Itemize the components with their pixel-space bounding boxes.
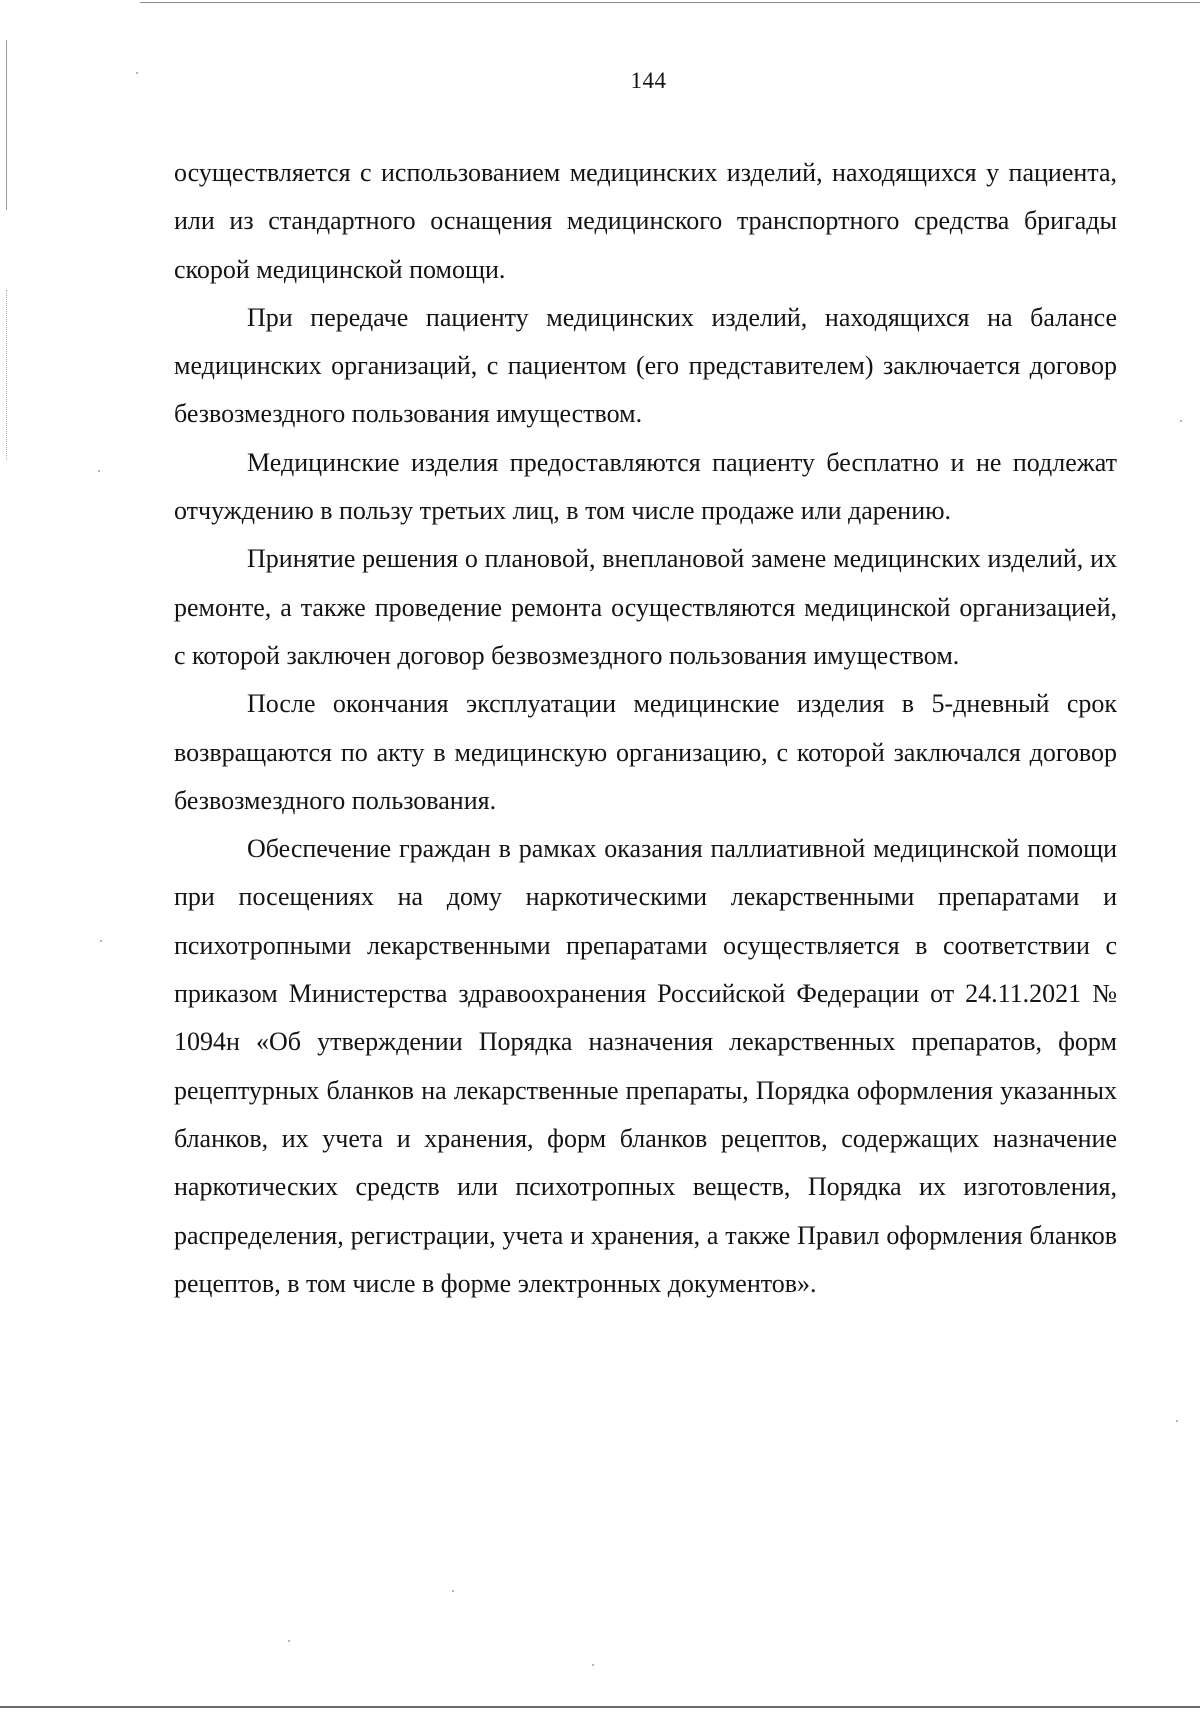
paragraph: После окончания эксплуатации медицинские изделия в 5-дневный срок возвращаются по акту в медицинскую организацию, с которой заключался договор безвозмездного пользования. [174,689,1117,815]
page-number: 144 [630,68,667,93]
paragraph: осуществляется с использованием медицинских изделий, находящихся у пациента, или из стандартного оснащения медицинского транспортного средства бригады скорой медицинской помощи. [174,158,1117,284]
scan-left-edge [6,40,7,210]
paragraph: Обеспечение граждан в рамках оказания паллиативной медицинской помощи при посещениях на дому наркотическими лекарственными препаратами и психотропными лекарственными препаратами осуществляется в соответствии с приказом Министерства здравоохранения Российской Федерации от 24.11.2021 № 1094н «Об утверждении Порядка назначения лекарственных препаратов, форм рецептурных бланков на лекарственные препараты, Порядка оформления указанных бланков, их учета и хранения, форм бланков рецептов, содержащих назначение наркотических средств или психотропных веществ, Порядка их изготовления, распределения, регистрации, учета и хранения, а также Правил оформления бланков рецептов, в том числе в форме электронных документов». [174,834,1117,1298]
paragraph: При передаче пациенту медицинских изделий, находящихся на балансе медицинских организаций, с пациентом (его представителем) заключается договор безвозмездного пользования имуществом. [174,302,1117,429]
scan-top-edge [140,2,1200,3]
body-text [174,149,1117,1308]
scan-speck [592,1664,594,1666]
paragraph: Принятие решения о плановой, внеплановой замене медицинских изделий, их ремонте, а также проведение ремонта осуществляются медицинской организацией, с которой заключен договор безвозмездного пользования имуществом. [174,544,1117,670]
scan-speck [1176,1420,1178,1422]
paragraph: Медицинские изделия предоставляются пациенту бесплатно и не подлежат отчуждению в пользу третьих лиц, в том числе продаже или дарению. [174,447,1117,526]
scan-speck [100,940,102,942]
scan-speck [1180,420,1182,422]
scan-bottom-edge [0,1706,1200,1708]
scan-speck [452,1590,454,1592]
scan-speck [98,470,100,472]
scan-speck [288,1640,290,1642]
scan-left-edge-faint [6,290,7,460]
